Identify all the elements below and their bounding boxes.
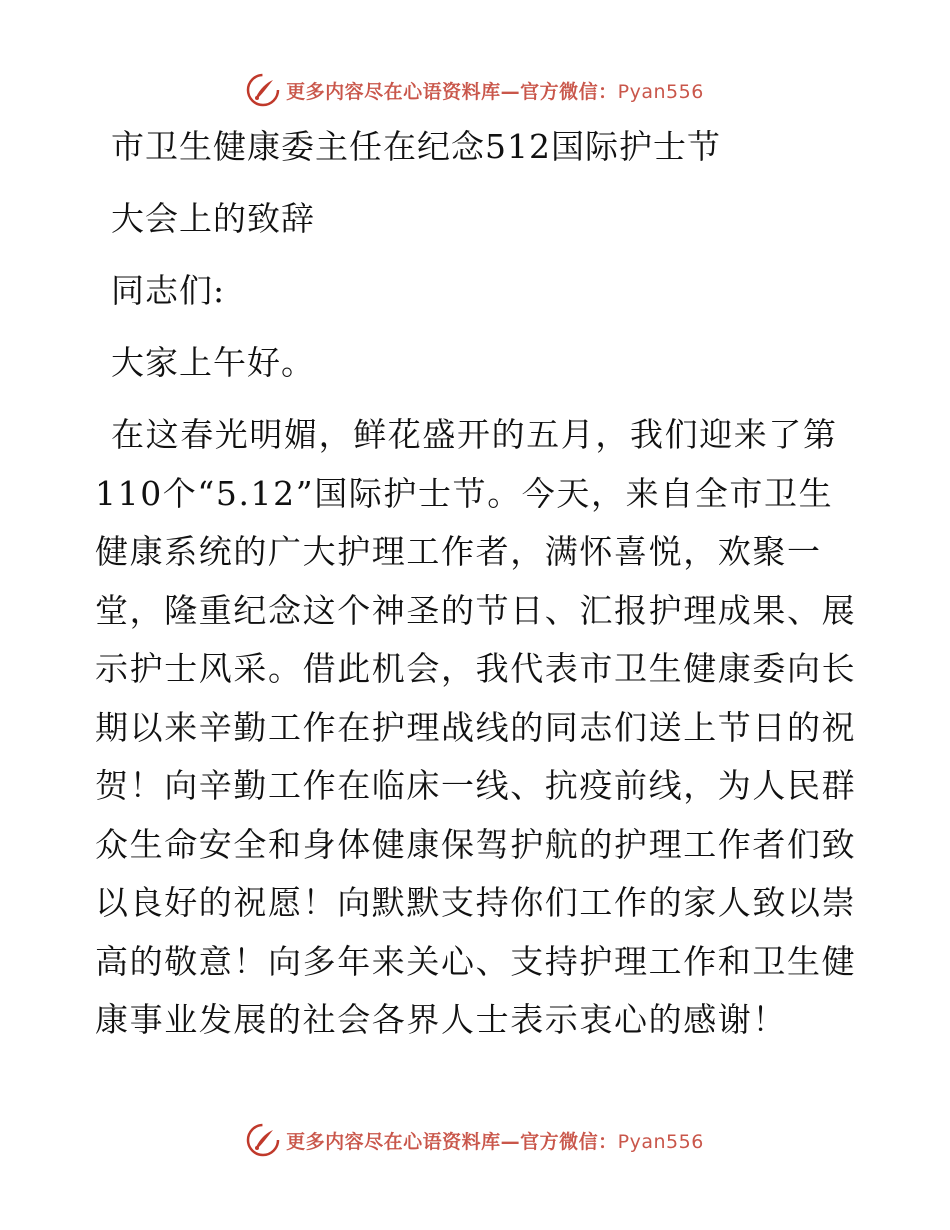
salutation: 同志们: (111, 271, 226, 310)
header-watermark (0, 70, 950, 110)
brush-logo-icon (246, 1123, 280, 1157)
title-line-2: 大会上的致辞 (111, 199, 315, 238)
paragraph-line: 贺！向辛勤工作在临床一线、抗疫前线，为人民群 (95, 766, 857, 805)
wechat-id: Pyan556 (617, 1130, 704, 1153)
paragraph-main (95, 406, 855, 1050)
paragraph-line: 健康系统的广大护理工作者，满怀喜悦，欢聚一 (95, 532, 822, 571)
greeting: 大家上午好。 (111, 343, 315, 382)
paragraph-line: 众生命安全和身体健康保驾护航的护理工作者们致 (95, 824, 857, 864)
paragraph-line: 示护士风采。借此机会，我代表市卫生健康委向长 (95, 649, 857, 688)
paragraph-line: 以良好的祝愿！向默默支持你们工作的家人致以崇 (95, 883, 857, 922)
wechat-id: Pyan556 (617, 80, 704, 103)
paragraph-line: 堂，隆重纪念这个神圣的节日、汇报护理成果、展 (95, 590, 857, 630)
footer-watermark (0, 1120, 950, 1160)
paragraph-line: 期以来辛勤工作在护理战线的同志们送上节日的祝 (95, 707, 857, 747)
paragraph-line: 110个“5.12”国际护士节。今天，来自全市卫生 (95, 473, 834, 513)
paragraph-line: 高的敬意！向多年来关心、支持护理工作和卫生健 (95, 941, 857, 981)
paragraph-line: 康事业发展的社会各界人士表示衷心的感谢！ (95, 1000, 787, 1039)
brush-logo-icon (246, 73, 280, 107)
watermark-text: 更多内容尽在心语资料库—官方微信：Pyan556 (286, 1130, 704, 1153)
paragraph-line: 在这春光明媚，鲜花盛开的五月，我们迎来了第 (111, 415, 838, 454)
document-body (95, 118, 855, 1050)
watermark-text: 更多内容尽在心语资料库—官方微信：Pyan556 (286, 80, 704, 103)
title-line-1: 市卫生健康委主任在纪念512国际护士节 (111, 127, 721, 166)
